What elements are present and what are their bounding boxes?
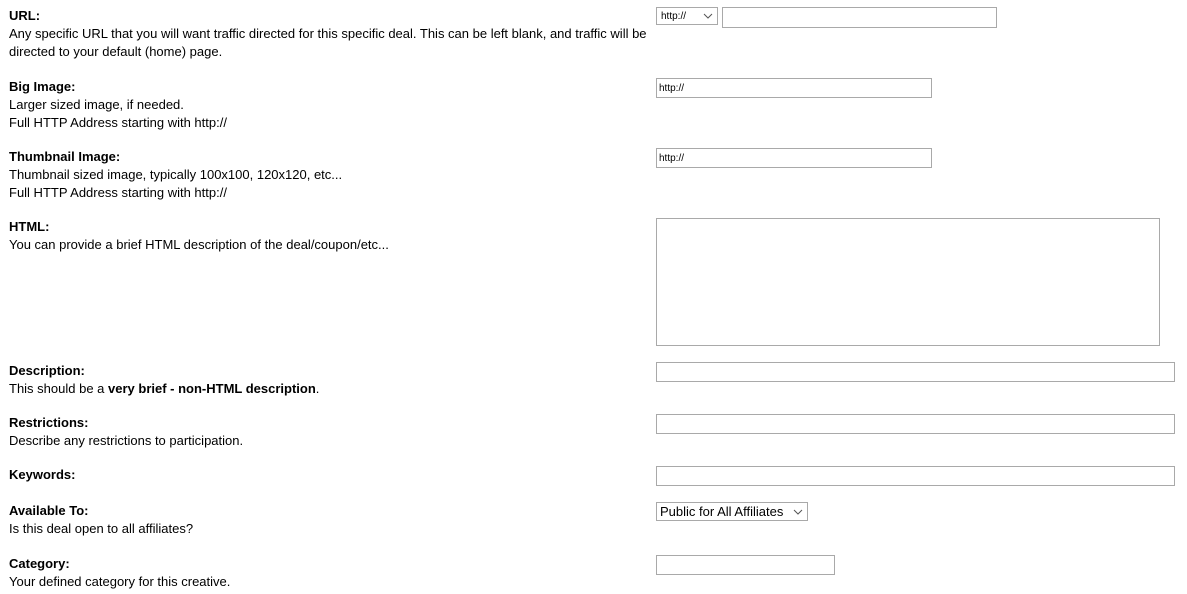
restrictions-label: Restrictions: [9,415,89,430]
restrictions-input[interactable] [656,414,1175,434]
restrictions-help: Describe any restrictions to participation. [9,433,244,448]
url-input[interactable] [722,7,997,28]
keywords-label: Keywords: [9,467,76,482]
available-to-value: Public for All Affiliates [660,504,784,519]
description-help-suffix: . [315,381,320,396]
restrictions-label-block [9,414,649,450]
big-image-input[interactable] [656,78,932,98]
thumbnail-image-label: Thumbnail Image: [9,149,121,164]
html-label: HTML: [9,219,50,234]
description-help-bold: very brief - non-HTML description [108,381,316,396]
big-image-label: Big Image: [9,79,76,94]
keywords-label-block [9,466,649,484]
url-label: URL: [9,8,41,23]
thumbnail-image-label-block [9,148,649,202]
description-input[interactable] [656,362,1175,382]
available-to-help: Is this deal open to all affiliates? [9,521,194,536]
html-textarea[interactable] [656,218,1160,346]
description-help-prefix: This should be a [9,381,109,396]
category-input[interactable] [656,555,835,575]
html-label-block [9,218,649,254]
thumbnail-image-help-2: Full HTTP Address starting with http:// [9,185,227,200]
url-protocol-select[interactable] [656,7,718,25]
big-image-help: Larger sized image, if needed. [9,97,184,112]
category-label-block [9,555,649,591]
chevron-down-icon [793,508,803,516]
description-label-block [9,362,649,398]
category-help: Your defined category for this creative. [9,574,231,589]
big-image-label-block [9,78,649,132]
big-image-help-2: Full HTTP Address starting with http:// [9,115,227,130]
keywords-input[interactable] [656,466,1175,486]
chevron-down-icon [703,12,713,20]
category-label: Category: [9,556,70,571]
html-help: You can provide a brief HTML description of the deal/coupon/etc... [9,237,389,252]
url-help: Any specific URL that you will want traffic directed for this specific deal. This can be left blank, and traffic will be directed to your default (home) page. [9,26,647,59]
available-to-label: Available To: [9,503,89,518]
available-to-label-block [9,502,649,538]
url-protocol-value: http:// [661,10,687,22]
url-label-block [9,7,649,61]
available-to-select[interactable] [656,502,808,521]
thumbnail-image-help: Thumbnail sized image, typically 100x100, 120x120, etc... [9,167,343,182]
thumbnail-image-input[interactable] [656,148,932,168]
description-label: Description: [9,363,85,378]
